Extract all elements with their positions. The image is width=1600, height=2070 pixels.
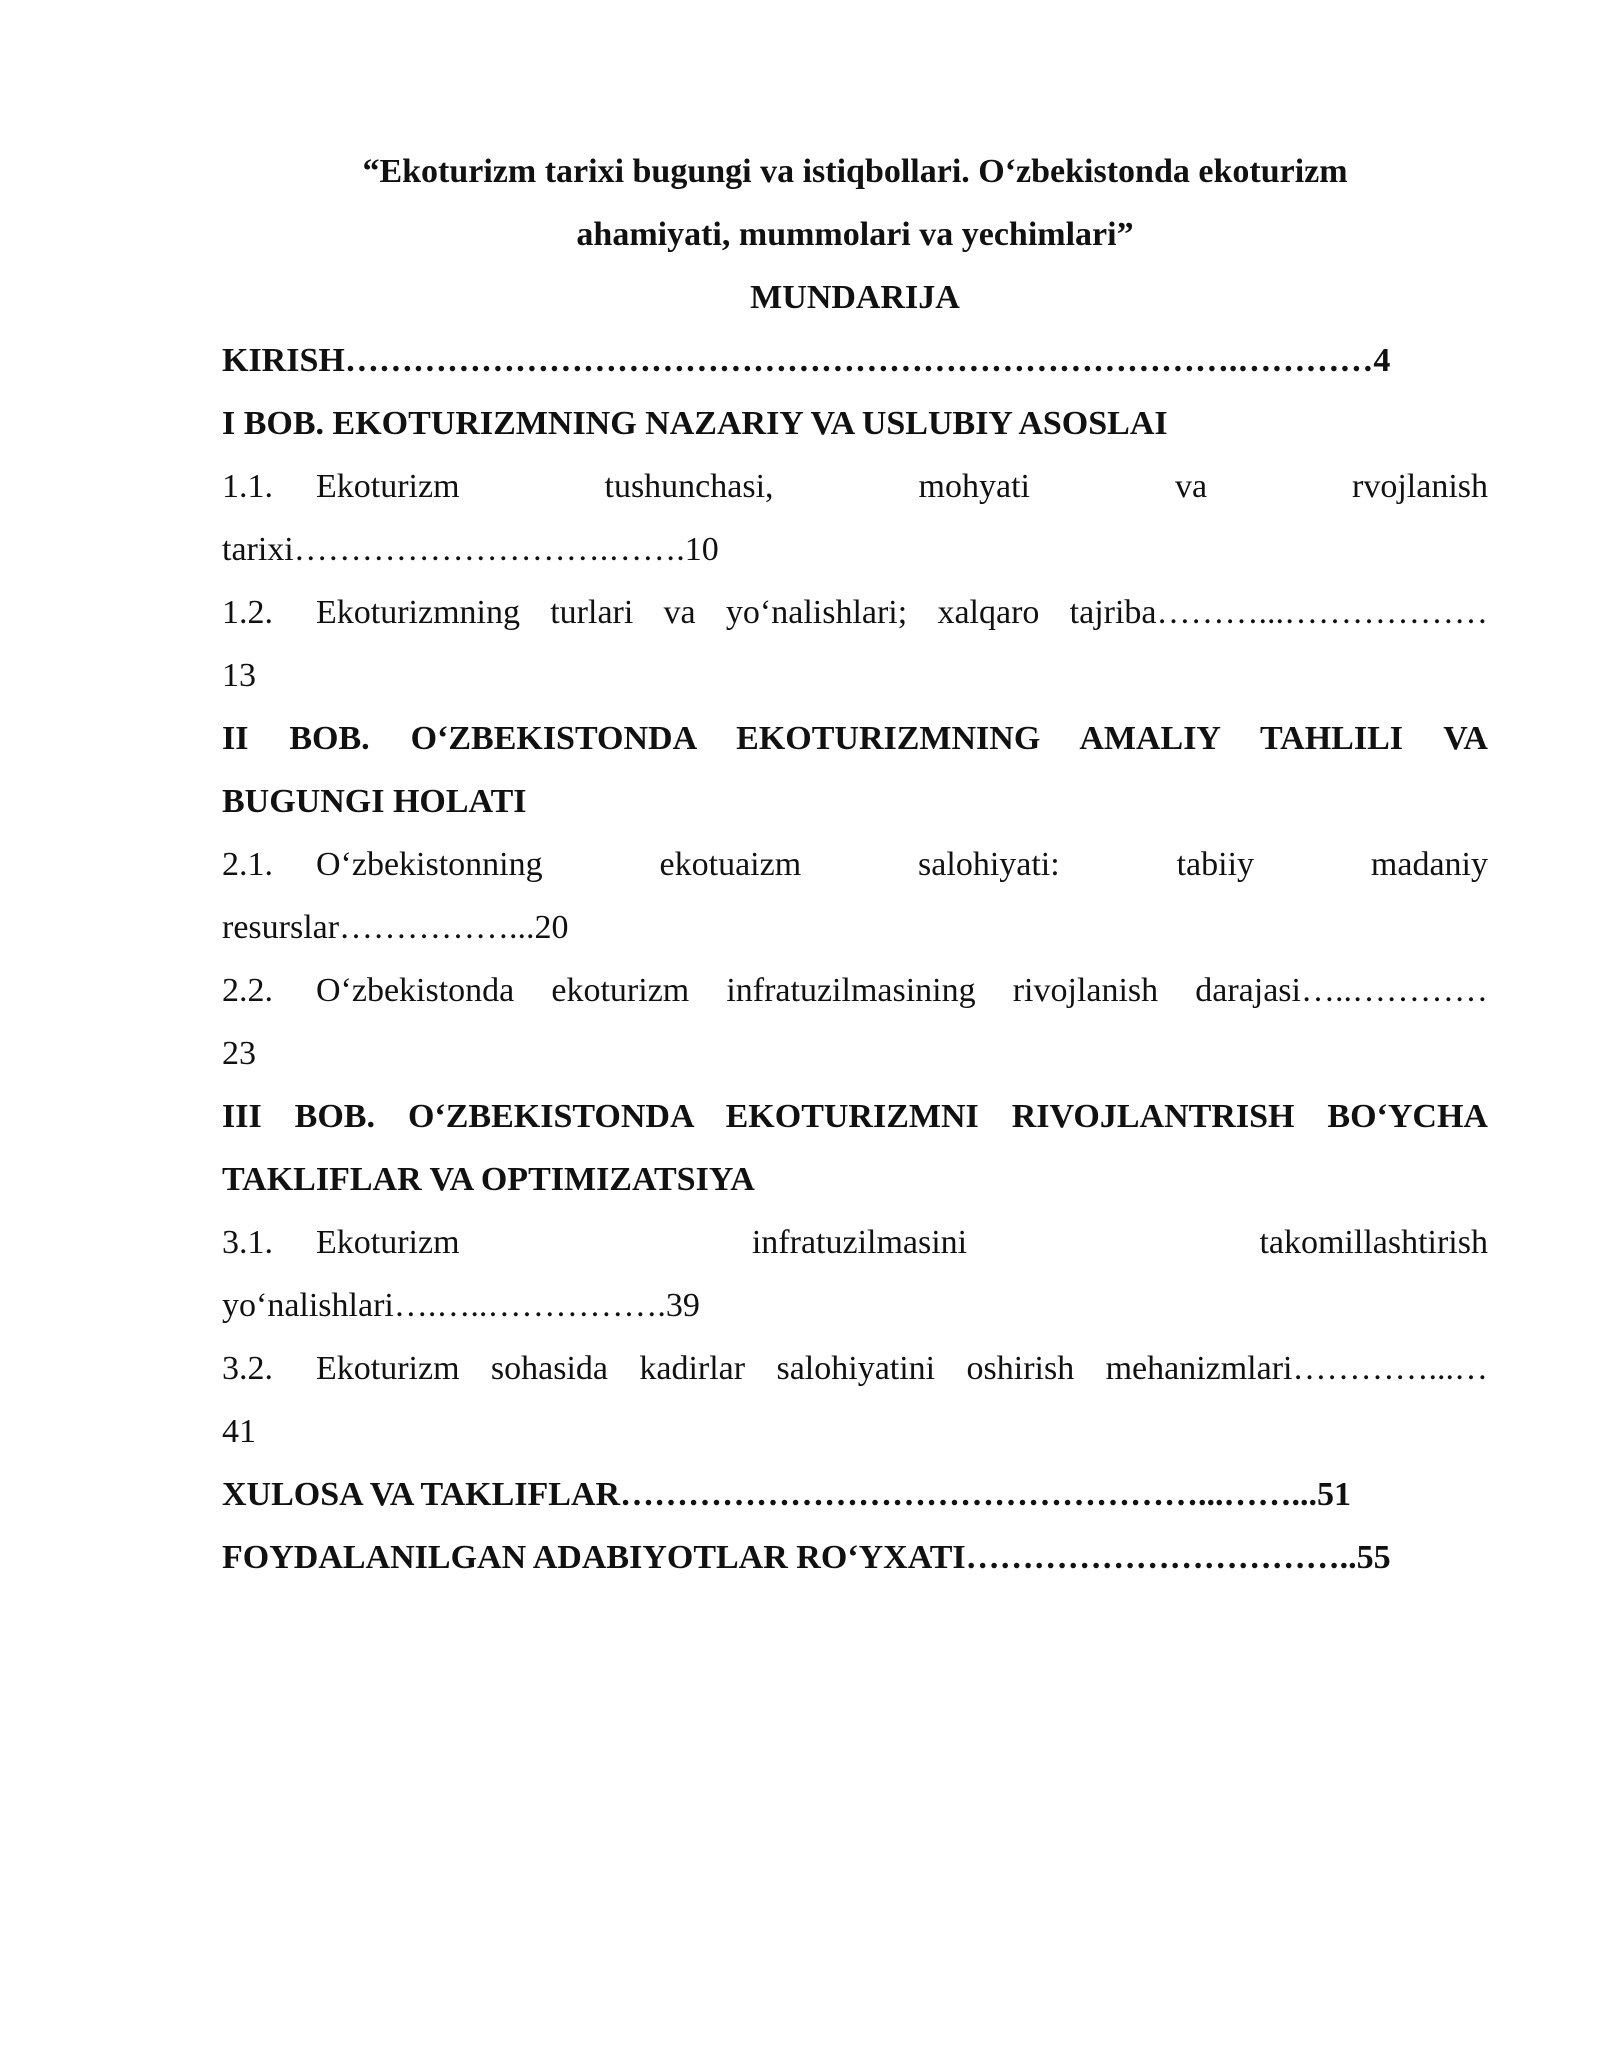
toc-chapter-2-continuation: BUGUNGI HOLATI: [222, 783, 527, 820]
section-number: 2.1.: [222, 846, 273, 883]
section-title: Ekoturizm sohasida kadirlar salohiyatini oshirish mehanizmlari…………...…: [316, 1350, 1488, 1387]
toc-chapter-3-continuation: TAKLIFLAR VA OPTIMIZATSIYA: [222, 1161, 755, 1198]
toc-section-1-1: [222, 455, 1488, 518]
toc-section-2-2-page: 23: [222, 1035, 256, 1072]
section-title: O‘zbekistonning ekotuaizm salohiyati: tabiiy madaniy: [316, 846, 1488, 883]
toc-section-3-2-page: 41: [222, 1413, 256, 1450]
toc-chapter-3: III BOB. O‘ZBEKISTONDA EKOTURIZMNI RIVOJLANTRISH BO‘YCHA: [222, 1098, 1488, 1135]
document-title-line-2: ahamiyati, mummolari va yechimlari”: [576, 216, 1134, 253]
toc-section-1-1-continuation: tarixi……………………….…….10: [222, 531, 719, 568]
document-title-line-1: “Ekoturizm tarixi bugungi va istiqbollari. O‘zbekistonda ekoturizm: [362, 153, 1348, 190]
toc-entry-kirish: KIRISH…………………………………………………………………….…………4: [222, 342, 1391, 379]
section-number: 3.2.: [222, 1350, 273, 1387]
section-title: Ekoturizmning turlari va yo‘nalishlari; xalqaro tajriba………...………………: [316, 594, 1488, 631]
toc-section-3-1-continuation: yo‘nalishlari….…..…………….39: [222, 1287, 700, 1324]
section-title: O‘zbekistonda ekoturizm infratuzilmasining rivojlanish darajasi…..…………: [316, 972, 1488, 1009]
section-number: 3.1.: [222, 1224, 273, 1261]
toc-heading: MUNDARIJA: [750, 279, 960, 316]
page-content: [222, 140, 1488, 1589]
section-title: Ekoturizm infratuzilmasini takomillashtirish: [316, 1224, 1488, 1261]
toc-section-3-1: [222, 1211, 1488, 1274]
section-number: 2.2.: [222, 972, 273, 1009]
toc-chapter-2: II BOB. O‘ZBEKISTONDA EKOTURIZMNING AMALIY TAHLILI VA: [222, 720, 1488, 757]
toc-chapter-1: I BOB. EKOTURIZMNING NAZARIY VA USLUBIY ASOSLAI: [222, 405, 1168, 442]
section-number: 1.1.: [222, 468, 273, 505]
document-title: [222, 140, 1488, 266]
toc-entry-adabiyotlar: FOYDALANILGAN ADABIYOTLAR RO‘YXATI……………………………..55: [222, 1539, 1391, 1576]
toc-section-2-1: [222, 833, 1488, 896]
toc-section-3-2: [222, 1337, 1488, 1400]
toc-section-1-2: [222, 581, 1488, 644]
section-title: Ekoturizm tushunchasi, mohyati va rvojlanish: [316, 468, 1488, 505]
section-number: 1.2.: [222, 594, 273, 631]
toc-section-2-2: [222, 959, 1488, 1022]
toc-section-1-2-page: 13: [222, 657, 256, 694]
toc-entry-xulosa: XULOSA VA TAKLIFLAR……………………………………………...……...51: [222, 1476, 1352, 1513]
toc-section-2-1-continuation: resurslar……………...20: [222, 909, 569, 946]
